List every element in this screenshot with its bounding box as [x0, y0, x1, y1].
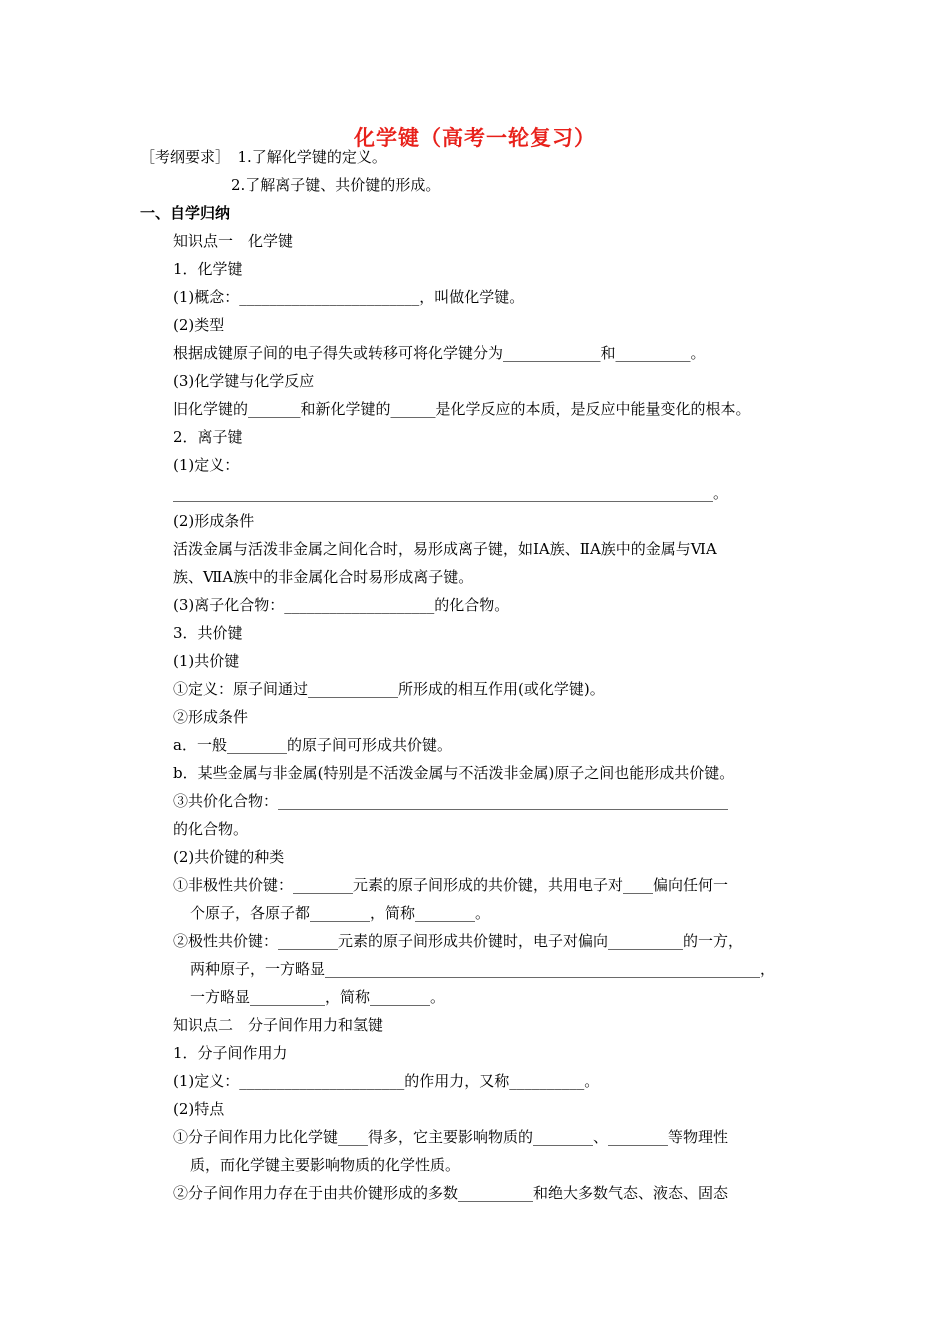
text-line: (1)共价键	[173, 652, 240, 670]
text-line: (1)概念：________________________，叫做化学键。	[173, 288, 525, 306]
text-line: 一方略显__________，简称________。	[190, 988, 446, 1006]
text-line: ①非极性共价键：________元素的原子间形成的共价键，共用电子对____偏向任何一	[173, 876, 729, 894]
text-line: 的化合物。	[173, 820, 249, 838]
text-line: ①定义：原子间通过____________所形成的相互作用(或化学键)。	[173, 680, 605, 698]
text-line: (2)形成条件	[173, 512, 255, 530]
subheading: 1．化学键	[173, 260, 243, 278]
section-heading: 一、自学归纳	[140, 204, 231, 222]
text-line: 根据成键原子间的电子得失或转移可将化学键分为_____________和__________。	[173, 344, 706, 362]
text-line: b．某些金属与非金属(特别是不活泼金属与不活泼非金属)原子之间也能形成共价键。	[173, 764, 735, 782]
text-line: (2)类型	[173, 316, 225, 334]
text-line: a．一般________的原子间可形成共价键。	[173, 736, 452, 754]
text-line: (2)共价键的种类	[173, 848, 285, 866]
text-line: ②极性共价键：________元素的原子间形成共价键时，电子对偏向__________的一方，	[173, 932, 744, 950]
text-line: 两种原子，一方略显__________________________________________________________，	[190, 960, 776, 978]
blank-line: ________________________________________________________________________。	[173, 484, 729, 502]
knowledge-point-heading: 知识点二 分子间作用力和氢键	[173, 1016, 384, 1034]
text-line: (1)定义：	[173, 456, 240, 474]
text-line: ①分子间作用力比化学键____得多，它主要影响物质的________、________等物理性	[173, 1128, 729, 1146]
document-title: 化学键（高考一轮复习）	[354, 126, 596, 150]
text-line: 旧化学键的_______和新化学键的______是化学反应的本质，是反应中能量变化的根本。	[173, 400, 751, 418]
text-line: (2)特点	[173, 1100, 225, 1118]
text-line: ③共价化合物：____________________________________________________________	[173, 792, 729, 810]
subheading: 2．离子键	[173, 428, 243, 446]
text-line: ②分子间作用力存在于由共价键形成的多数__________和绝大多数气态、液态、固态	[173, 1184, 729, 1202]
text-line: 质，而化学键主要影响物质的化学性质。	[190, 1156, 461, 1174]
text-line: (3)化学键与化学反应	[173, 372, 315, 390]
knowledge-point-heading: 知识点一 化学键	[173, 232, 294, 250]
text-line: (3)离子化合物：____________________的化合物。	[173, 596, 510, 614]
exam-requirement-2: 2.了解离子键、共价键的形成。	[231, 176, 441, 194]
text-line: 活泼金属与活泼非金属之间化合时，易形成离子键，如ⅠA族、ⅡA族中的金属与ⅥA	[173, 540, 717, 558]
subheading: 3．共价键	[173, 624, 243, 642]
exam-requirement-1: ［考纲要求］ 1.了解化学键的定义。	[140, 148, 387, 166]
text-line: 族、ⅦA族中的非金属化合时易形成离子键。	[173, 568, 474, 586]
text-line: ②形成条件	[173, 708, 249, 726]
subheading: 1．分子间作用力	[173, 1044, 288, 1062]
text-line: (1)定义：______________________的作用力，又称__________。	[173, 1072, 600, 1090]
text-line: 个原子，各原子都________，简称________。	[190, 904, 491, 922]
